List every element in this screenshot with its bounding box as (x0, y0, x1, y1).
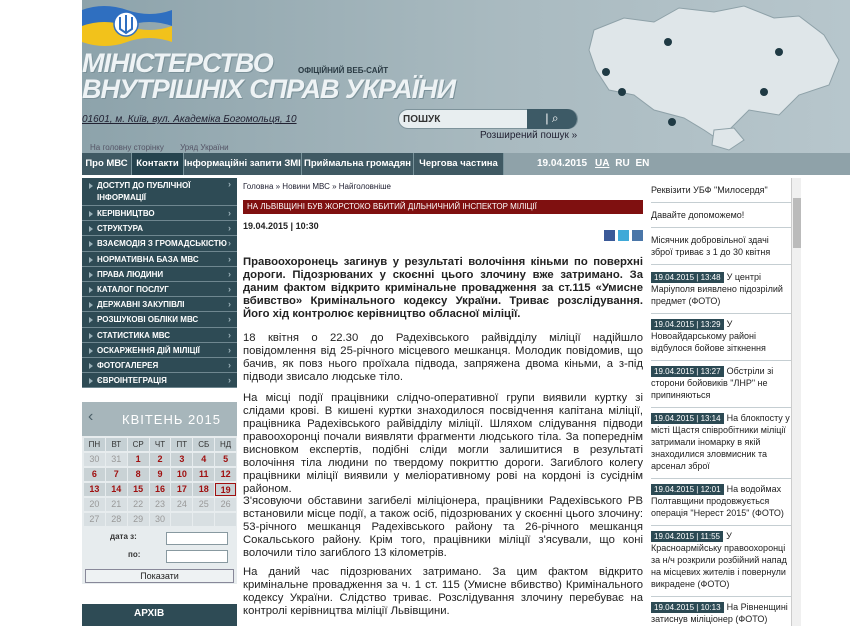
chevron-right-icon: › (228, 283, 231, 294)
ukraine-map-icon[interactable] (584, 0, 850, 153)
search-button[interactable] (527, 109, 577, 129)
calendar-day[interactable]: 5 (215, 453, 236, 466)
scrollbar-thumb[interactable] (793, 198, 801, 248)
vk-icon[interactable] (632, 230, 643, 241)
chevron-right-icon: › (228, 223, 231, 234)
chevron-right-icon: › (228, 238, 231, 249)
calendar-dow: ЧТ (150, 438, 171, 451)
twitter-icon[interactable] (618, 230, 629, 241)
calendar (82, 402, 237, 584)
news-item[interactable] (651, 530, 791, 590)
sidebar-item-human-rights[interactable]: ПРАВА ЛЮДИНИ › (82, 267, 237, 282)
advanced-search-link[interactable]: Розширений пошук » (480, 130, 578, 141)
sidebar-item-legal-base[interactable]: НОРМАТИВНА БАЗА МВС › (82, 252, 237, 267)
archive-banner[interactable]: АРХІВ (82, 604, 237, 626)
calendar-day: 22 (128, 498, 149, 511)
nav-item-duty[interactable]: Чергова частина (414, 153, 504, 175)
sidebar-item-statistics[interactable]: СТАТИСТИКА МВС › (82, 328, 237, 343)
news-title[interactable]: У центрі Маріуполя виявлено підозрілий предмет (ФОТО) (651, 272, 783, 306)
calendar-day: 30 (84, 453, 105, 466)
sidebar-item-services[interactable]: КАТАЛОГ ПОСЛУГ › (82, 282, 237, 297)
calendar-header (82, 402, 237, 436)
news-item[interactable] (651, 365, 791, 401)
news-item[interactable] (651, 601, 791, 625)
calendar-day[interactable]: 6 (84, 468, 105, 481)
calendar-day[interactable]: 2 (150, 453, 171, 466)
news-item[interactable] (651, 483, 791, 519)
news-item[interactable] (651, 412, 791, 472)
calendar-day[interactable]: 10 (171, 468, 192, 481)
calendar-dow: СР (128, 438, 149, 451)
article-paragraph: 18 квітня о 22.30 до Радехівського райвідділу міліції надійшло повідомлення від 25-річного місцевого мешканця. Молодик повідомив, що бачив, як повз нього проїхала підвода, запряжена двома кіньми, а з-під підводи звисало людське тіло. (243, 332, 643, 383)
article-lead: Правоохоронець загинув у результаті волочіння кіньми по поверхні дороги. Підозрюваних у скоєнні цього злочину вже затримано. За даним фактом відкрито кримінальне провадження за ст.115 «Умисне вбивство» Кримінального кодексу України. Триває розслідування. Його хід контролює керівництво обласної міліції. (243, 256, 643, 320)
chevron-right-icon: › (228, 208, 231, 218)
news-title[interactable]: У Новоайдарському районі відбулося бойове зіткнення (651, 319, 766, 353)
calendar-dow-row (82, 438, 237, 453)
current-date: 19.04.2015 (537, 158, 588, 169)
lang-en[interactable]: EN (635, 158, 650, 169)
calendar-day: 21 (106, 498, 127, 511)
share-icons (604, 230, 644, 242)
nav-item-contacts[interactable]: Контакти (132, 153, 184, 175)
date-from-label: дата з: (110, 532, 137, 541)
sidebar-item-community[interactable]: ВЗАЄМОДІЯ З ГРОМАДСЬКІСТЮ › (82, 236, 237, 251)
calendar-day[interactable]: 13 (84, 483, 105, 496)
calendar-week (82, 468, 237, 483)
calendar-day: 20 (84, 498, 105, 511)
calendar-day[interactable]: 12 (215, 468, 236, 481)
news-item[interactable] (651, 318, 791, 354)
news-date: 19.04.2015 | 13:48 (651, 272, 724, 283)
calendar-day[interactable]: 11 (193, 468, 214, 481)
article-paragraph: З'ясовуючи обставини загибелі міліціонера, працівники Радехівського РВ встановили місце події, а також осіб, підозрюваних у скоєнні цього злочину: 53-річного мешканця Радехівського району та 26-річного мешканця Сокальського району. Крім того, працівники міліції з'ясували, що коні волочили тіло загиблого 13 кілометрів. (243, 495, 643, 559)
right-column (651, 178, 791, 626)
calendar-dow: ПТ (171, 438, 192, 451)
news-title[interactable]: У Красноармійську правоохоронці за н/ч розкрили розбійний напад на місцевих жителів і повернули викрадене (ФОТО) (651, 531, 787, 589)
language-switcher (595, 153, 652, 175)
calendar-day[interactable]: 14 (106, 483, 127, 496)
nav-item-about[interactable]: Про МВС (82, 153, 132, 175)
calendar-day[interactable]: 18 (193, 483, 214, 496)
article-paragraph: На місці події працівники слідчо-оперативної групи виявили куртку зі слідами крові. В кишені куртки знаходилося посвідчення капітана міліції, працівника Радехівського райвідділу міліції. Шляхом слідування підводи правоохоронці почали виявляти фрагменти людського тіла. За попереднім висновком експертів, подібні сліди могли залишитися в результаті волочіння тіла людини по твердому покриттю дороги. Загиблого колегу працівники міліції виявили у меліоративному рові на кордоні із сусіднім районом. (243, 392, 643, 495)
calendar-day: 26 (215, 498, 236, 511)
weapons-month-link[interactable]: Місячник добровільної здачі зброї триває з 1 до 30 квітня (651, 235, 771, 257)
home-link[interactable]: На головну сторінку (90, 143, 164, 152)
help-link[interactable]: Давайте допоможемо! (651, 210, 745, 220)
news-date: 19.04.2015 | 13:27 (651, 366, 724, 377)
calendar-grid (82, 438, 237, 528)
news-title[interactable]: Обстріли зі сторони бойовиків "ЛНР" не припиняються (651, 366, 774, 400)
calendar-day[interactable]: 8 (128, 468, 149, 481)
news-date: 19.04.2015 | 13:29 (651, 319, 724, 330)
news-title[interactable]: На водоймах Полтавщини продовжується операція "Нерест 2015" (ФОТО) (651, 484, 784, 518)
calendar-day: 25 (193, 498, 214, 511)
calendar-day[interactable]: 7 (106, 468, 127, 481)
logo-line2[interactable]: ВНУТРІШНІХ СПРАВ УКРАЇНИ (82, 74, 456, 104)
sidebar-item-leadership[interactable]: КЕРІВНИЦТВО › (82, 206, 237, 221)
chevron-right-icon: › (228, 299, 231, 310)
chevron-right-icon: › (228, 268, 231, 279)
calendar-week (82, 513, 237, 528)
chevron-right-icon: › (228, 344, 231, 355)
search-box (398, 109, 578, 129)
news-item[interactable] (651, 271, 791, 307)
calendar-day: 29 (128, 513, 149, 526)
logo-line1[interactable]: МІНІСТЕРСТВО (82, 48, 273, 78)
calendar-day: 27 (84, 513, 105, 526)
calendar-day[interactable]: 16 (150, 483, 171, 496)
sidebar-item-appeals[interactable]: ОСКАРЖЕННЯ ДІЙ МІЛІЦІЇ › (82, 343, 237, 358)
date-from-input[interactable] (166, 532, 228, 545)
chevron-right-icon: › (228, 179, 231, 189)
nav-item-reception[interactable]: Приймальна громадян (302, 153, 414, 175)
lang-ru[interactable]: RU (615, 158, 630, 169)
chevron-right-icon: › (228, 375, 231, 386)
calendar-day: 23 (150, 498, 171, 511)
calendar-day[interactable]: 3 (171, 453, 192, 466)
sidebar-item-structure[interactable]: СТРУКТУРА › (82, 221, 237, 236)
sidebar-item-wanted[interactable]: РОЗШУКОВІ ОБЛІКИ МВС › (82, 312, 237, 327)
government-link[interactable]: Уряд України (180, 143, 229, 152)
chevron-right-icon: › (228, 253, 231, 264)
calendar-week (82, 483, 237, 498)
sidebar-item-public-info[interactable]: ДОСТУП ДО ПУБЛІЧНОЇ ІНФОРМАЦІЇ › (82, 178, 237, 206)
calendar-day (171, 513, 192, 526)
search-input[interactable] (403, 112, 528, 126)
calendar-day: 30 (150, 513, 171, 526)
calendar-day[interactable]: 15 (128, 483, 149, 496)
article-date: 19.04.2015 | 10:30 (243, 221, 319, 231)
calendar-day (215, 513, 236, 526)
requisites-link[interactable]: Реквізити УБФ "Милосердя" (651, 185, 768, 195)
chevron-left-icon[interactable]: ‹ (88, 408, 94, 425)
logo-subtitle: ОФІЦІЙНИЙ ВЕБ-САЙТ (298, 66, 389, 75)
sidebar-item-gallery[interactable]: ФОТОГАЛЕРЕЯ › (82, 358, 237, 373)
calendar-dow: ВТ (106, 438, 127, 451)
calendar-dow: НД (215, 438, 236, 451)
calendar-dow: СБ (193, 438, 214, 451)
date-to-label: по: (128, 550, 141, 559)
breadcrumb[interactable]: Головна » Новини МВС » Найголовніше (243, 182, 391, 191)
chevron-right-icon: › (228, 314, 231, 325)
news-date: 19.04.2015 | 13:14 (651, 413, 724, 424)
calendar-day[interactable]: 4 (193, 453, 214, 466)
article-title: НА ЛЬВІВЩИНІ БУВ ЖОРСТОКО ВБИТИЙ ДІЛЬНИЧНИЙ ІНСПЕКТОР МІЛІЦІЇ (243, 200, 643, 214)
top-links (90, 143, 243, 152)
calendar-week (82, 498, 237, 513)
lang-ua[interactable]: UA (595, 158, 610, 169)
calendar-day (193, 513, 214, 526)
date-to-input[interactable] (166, 550, 228, 563)
news-date: 19.04.2015 | 11:55 (651, 531, 723, 542)
article-paragraph: На даний час підозрюваних затримано. За цим фактом відкрито кримінальне провадження за ч. 1 ст. 115 (Умисне вбивство) Кримінального кодексу України. Слідство триває. Розслідування злочину перебуває на контролі керівництва міліції Львівщини. (243, 566, 643, 617)
sidebar-item-eurointegration[interactable]: ЄВРОІНТЕГРАЦІЯ › (82, 373, 237, 388)
calendar-day[interactable]: 19 (215, 483, 236, 496)
calendar-day: 24 (171, 498, 192, 511)
calendar-week (82, 453, 237, 468)
address-link[interactable]: 01601, м. Київ, вул. Академіка Богомольця, 10 (82, 114, 297, 125)
calendar-day: 31 (106, 453, 127, 466)
calendar-dow: ПН (84, 438, 105, 451)
calendar-day: 28 (106, 513, 127, 526)
chevron-right-icon: › (228, 329, 231, 340)
calendar-title: КВІТЕНЬ 2015 (122, 412, 221, 427)
nav-item-media-requests[interactable]: Інформаційні запити ЗМІ (184, 153, 302, 175)
scrollbar[interactable] (791, 178, 801, 626)
show-button[interactable]: Показати (85, 569, 234, 583)
news-list (651, 271, 791, 626)
sidebar-item-procurement[interactable]: ДЕРЖАВНІ ЗАКУПІВЛІ › (82, 297, 237, 312)
news-title[interactable]: На Рівненщині затиснув міліціонер (ФОТО) (651, 602, 788, 624)
facebook-icon[interactable] (604, 230, 615, 241)
magnifier-icon: | ⌕ (545, 111, 559, 125)
header (0, 0, 850, 153)
news-date: 19.04.2015 | 10:13 (651, 602, 724, 613)
calendar-day[interactable]: 9 (150, 468, 171, 481)
chevron-right-icon: › (228, 359, 231, 370)
news-title[interactable]: На блокпосту у місті Щастя співробітники міліції затримали іномарку в якій знаходилися зловмисник та арсенал зброї (651, 413, 790, 471)
calendar-day[interactable]: 1 (128, 453, 149, 466)
news-date: 19.04.2015 | 12:01 (651, 484, 724, 495)
main-navbar (82, 153, 850, 175)
sidebar-menu (82, 178, 237, 388)
flag-emblem-icon (82, 2, 172, 48)
calendar-day[interactable]: 17 (171, 483, 192, 496)
